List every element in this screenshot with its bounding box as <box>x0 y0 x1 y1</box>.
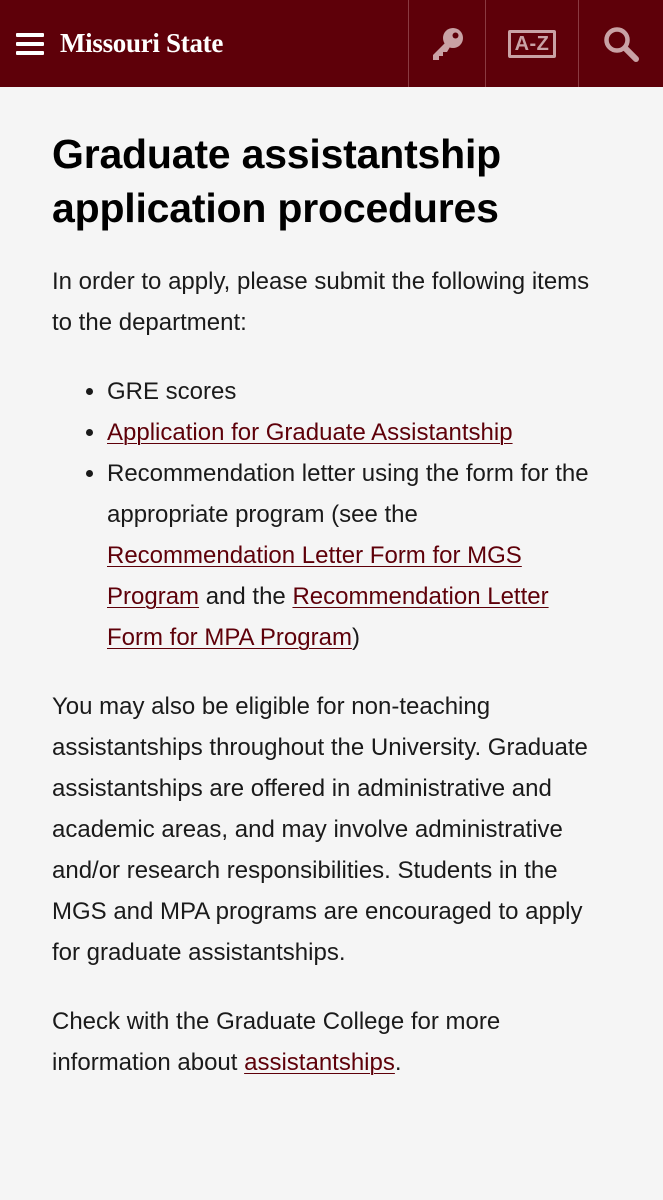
a-z-index-button[interactable] <box>485 0 578 87</box>
list-item-gre: • GRE scores <box>107 371 611 412</box>
assistantships-link[interactable]: assistantships <box>244 1049 395 1076</box>
page-title: Graduate assistantship application procedures <box>52 131 502 231</box>
requirements-list <box>52 371 611 658</box>
application-link[interactable]: Application for Graduate Assistantship <box>107 419 513 446</box>
brand-area <box>0 0 408 87</box>
intro-paragraph: In order to apply, please submit the following items to the department: <box>52 268 590 336</box>
check-text-2: . <box>394 1049 402 1076</box>
site-header <box>0 0 663 87</box>
graduate-college-paragraph <box>52 1001 611 1083</box>
key-icon <box>428 25 466 63</box>
main-content <box>0 87 663 1083</box>
rec-text-1: Recommendation letter using the form for the appropriate program (see the <box>107 460 589 528</box>
search-button[interactable] <box>578 0 663 87</box>
rec-letter-mpa-link[interactable]: Recommendation Letter Form for MPA Program <box>107 583 549 651</box>
list-item-application <box>107 412 611 453</box>
eligibility-paragraph: You may also be eligible for non-teaching assistantships throughout the University. Graduate assistantships are offered in administrative and academic areas, and may involve administrative and/or research responsibilities. Students in the MGS and MPA programs are encouraged to apply for graduate assistantships. <box>52 693 588 966</box>
rec-text-2: and the <box>199 583 293 610</box>
rec-letter-mgs-link[interactable]: Recommendation Letter Form for MGS Program <box>107 542 522 610</box>
hamburger-menu-icon[interactable] <box>16 33 44 55</box>
a-z-label: A-Z <box>508 30 557 58</box>
check-text-1: Check with the Graduate College for more information about <box>52 1008 501 1076</box>
site-logo[interactable]: Missouri State <box>60 28 224 58</box>
rec-text-3: ) <box>351 624 360 651</box>
login-button[interactable] <box>408 0 485 87</box>
list-item-recommendation <box>107 453 611 658</box>
search-icon <box>602 25 640 63</box>
